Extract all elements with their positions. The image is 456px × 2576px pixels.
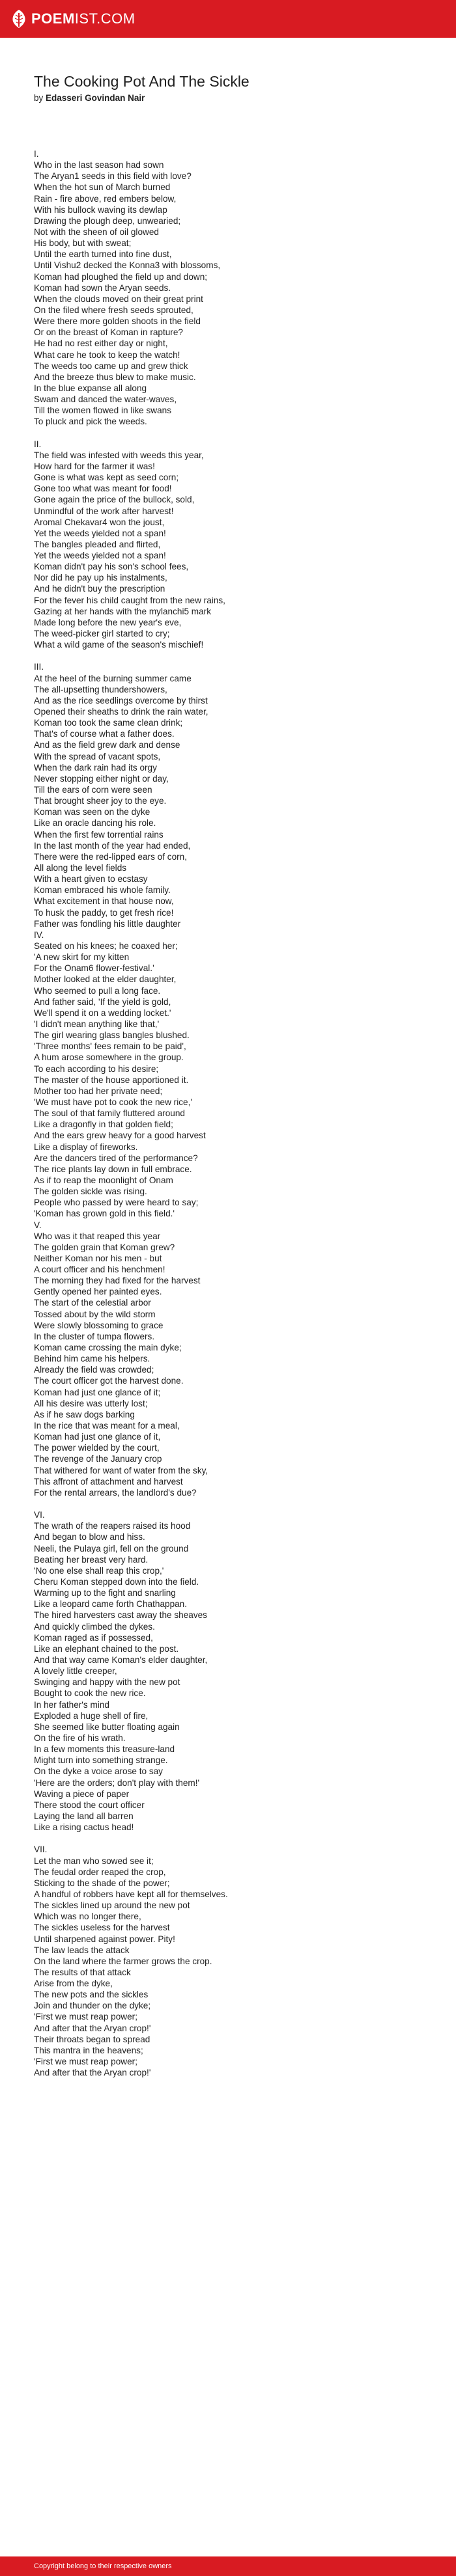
logo-rest: IST.COM [74, 10, 135, 27]
poem-line: To each according to his desire; [34, 1063, 159, 1074]
poem-line: VII. [34, 1844, 48, 1855]
poem-line: Tossed about by the wild storm [34, 1309, 156, 1319]
poem-line: Neeli, the Pulaya girl, fell on the ground [34, 1543, 189, 1554]
poem-line: Behind him came his helpers. [34, 1354, 150, 1364]
poem-line: Bought to cook the new rice. [34, 1688, 146, 1699]
poem-line: Koman didn't pay his son's school fees, [34, 562, 189, 572]
poem-line: Not with the sheen of oil glowed [34, 226, 159, 237]
poem-line: Were slowly blossoming to grace [34, 1320, 164, 1330]
poem-line: Koman embraced his whole family. [34, 885, 171, 896]
stanza-break [34, 428, 422, 439]
poem-line: On the filed where fresh seeds sprouted, [34, 305, 193, 315]
poem-line: Father was fondling his little daughter [34, 918, 181, 929]
poem-line: Like a dragonfly in that golden field; [34, 1119, 173, 1130]
logo-wordmark [31, 12, 135, 26]
poem-line: I. [34, 149, 39, 159]
poem-line: What care he took to keep the watch! [34, 349, 180, 360]
poem-line: Neither Koman nor his men - but [34, 1253, 162, 1263]
poem-line: 'First we must reap power; [34, 2012, 137, 2022]
poem-line: Never stopping either night or day, [34, 773, 169, 784]
poem-line: Gazing at her hands with the mylanchi5 mark [34, 606, 212, 616]
poem-line: And quickly climbed the dykes. [34, 1621, 155, 1632]
poem-line: Nor did he pay up his instalments, [34, 573, 167, 583]
poem-line: The weeds too came up and grew thick [34, 361, 188, 371]
poem-line: People who passed by were heard to say; [34, 1198, 199, 1208]
poem-line: Sticking to the shade of the power; [34, 1878, 170, 1888]
poem-line: 'First we must reap power; [34, 2057, 137, 2067]
poem-line: Aromal Chekavar4 won the joust, [34, 517, 165, 527]
poem-line: To pluck and pick the weeds. [34, 417, 147, 427]
poem-line: Gone too what was meant for food! [34, 484, 172, 494]
poem-line: 'Koman has grown gold in this field.' [34, 1209, 175, 1219]
poem-line: She seemed like butter floating again [34, 1721, 180, 1732]
poem-line: Exploded a huge shell of fire, [34, 1710, 149, 1721]
author-name[interactable]: Edasseri Govindan Nair [46, 93, 145, 103]
poem-line: As if to reap the moonlight of Onam [34, 1175, 173, 1185]
poem-line: All his desire was utterly lost; [34, 1398, 148, 1408]
poem-line: Might turn into something strange. [34, 1755, 168, 1766]
poem-line: Join and thunder on the dyke; [34, 2001, 151, 2011]
poem-line: Yet the weeds yielded not a span! [34, 551, 166, 561]
poem-body [34, 148, 422, 2078]
poem-line: Opened their sheaths to drink the rain water, [34, 707, 208, 717]
poem-line: Beating her breast very hard. [34, 1554, 149, 1565]
poem-line: Koman had sown the Aryan seeds. [34, 282, 171, 293]
poem-line: Unmindful of the work after harvest! [34, 506, 174, 516]
poem-line: There were the red-lipped ears of corn, [34, 851, 187, 862]
poem-line: There stood the court officer [34, 1800, 145, 1810]
poem-line: Koman had ploughed the field up and down; [34, 271, 208, 282]
poem-line: For the fever his child caught from the new rains, [34, 595, 225, 605]
poem-line: In the last month of the year had ended, [34, 840, 191, 851]
poem-line: The law leads the attack [34, 1945, 130, 1955]
poem-line: To husk the paddy, to get fresh rice! [34, 907, 174, 918]
poem-line: And began to blow and hiss. [34, 1532, 145, 1542]
poem-line: Swam and danced the water-waves, [34, 394, 177, 405]
poem-line: The wrath of the reapers raised its hood [34, 1521, 191, 1531]
poem-line: Gone again the price of the bullock, sold, [34, 495, 195, 505]
poem-line: Koman raged as if possessed, [34, 1632, 153, 1643]
poem-line: With his bullock waving its dewlap [34, 204, 167, 215]
poem-line: The start of the celestial arbor [34, 1298, 151, 1308]
poem-line: The rice plants lay down in full embrace. [34, 1164, 192, 1174]
poem-line: And that way came Koman's elder daughter, [34, 1654, 208, 1665]
poem-byline [34, 93, 422, 103]
poem-line: The Aryan1 seeds in this field with love? [34, 171, 192, 182]
poem-line: Like a display of fireworks. [34, 1142, 138, 1152]
poem-line: 'I didn't mean anything like that,' [34, 1019, 160, 1029]
poem-line: In her father's mind [34, 1699, 109, 1710]
poem-line: The hired harvesters cast away the sheaves [34, 1610, 207, 1621]
poem-line: For the rental arrears, the landlord's due? [34, 1487, 197, 1498]
poem-line: Gently opened her painted eyes. [34, 1287, 162, 1297]
poem-line: Warming up to the fight and snarling [34, 1588, 176, 1598]
poem-line: The master of the house apportioned it. [34, 1075, 189, 1085]
poem-line: The morning they had fixed for the harvest [34, 1276, 201, 1286]
site-footer [0, 2556, 456, 2576]
poem-line: VI. [34, 1510, 45, 1520]
poem-line: A lovely little creeper, [34, 1666, 117, 1677]
poem-line: For the Onam6 flower-festival.' [34, 963, 154, 974]
poem-line: 'No one else shall reap this crop,' [34, 1565, 164, 1576]
poem-line: 'We must have pot to cook the new rice,' [34, 1097, 192, 1107]
poem-line: All along the level fields [34, 863, 127, 873]
poem-line: When the hot sun of March burned [34, 182, 171, 193]
poem-line: What a wild game of the season's mischief! [34, 640, 204, 650]
poem-line: Until Vishu2 decked the Konna3 with blossoms, [34, 260, 221, 271]
poem-line: Koman too took the same clean drink; [34, 718, 183, 728]
poem-line: Their throats began to spread [34, 2034, 150, 2044]
poem-line: 'A new skirt for my kitten [34, 952, 130, 963]
poem-line: What excitement in that house now, [34, 896, 174, 907]
poem-line: And after that the Aryan crop!' [34, 2023, 151, 2033]
poem-line: Made long before the new year's eve, [34, 617, 182, 627]
stanza-break [34, 650, 422, 661]
poem-line: With a heart given to ecstasy [34, 874, 148, 884]
poem-line: When the first few torrential rains [34, 829, 164, 840]
poem-line: And after that the Aryan crop!' [34, 2068, 151, 2078]
copyright-text: Copyright belong to their respective owners [34, 2562, 172, 2570]
poem-line: A handful of robbers have kept all for themselves. [34, 1889, 228, 1899]
poem-line: On the land where the farmer grows the crop. [34, 1956, 212, 1966]
poem-line: The results of that attack [34, 1967, 131, 1977]
poem-line: The weed-picker girl started to cry; [34, 629, 170, 639]
poem-line: 'Here are the orders; don't play with them!' [34, 1777, 200, 1788]
poem-line: And father said, 'If the yield is gold, [34, 996, 171, 1007]
poem-line: Seated on his knees; he coaxed her; [34, 940, 178, 951]
poem-line: Cheru Koman stepped down into the field. [34, 1577, 199, 1587]
poem-line: Or on the breast of Koman in rapture? [34, 327, 183, 338]
poem-line: And he didn't buy the prescription [34, 584, 165, 594]
poem-line: Gone is what was kept as seed corn; [34, 473, 179, 483]
poem-line: At the heel of the burning summer came [34, 673, 192, 683]
poem-line: Like an oracle dancing his role. [34, 818, 156, 829]
poem-line: Like an elephant chained to the post. [34, 1643, 179, 1654]
poem-line: The girl wearing glass bangles blushed. [34, 1030, 190, 1041]
poem-line: That withered for want of water from the sky, [34, 1465, 208, 1475]
poem-line: In the blue expanse all along [34, 383, 147, 393]
poem-line: The feudal order reaped the crop, [34, 1867, 166, 1877]
poem-line: Mother looked at the elder daughter, [34, 974, 177, 985]
poem-line: Till the women flowed in like swans [34, 405, 172, 416]
poem-line: On the fire of his wrath. [34, 1733, 126, 1743]
poem-line: Are the dancers tired of the performance? [34, 1153, 198, 1163]
poem-line: Mother too had her private need; [34, 1086, 163, 1096]
poem-line: Who seemed to pull a long face. [34, 985, 161, 996]
poem-line: Like a leopard came forth Chathappan. [34, 1599, 188, 1610]
poem-line: He had no rest either day or night, [34, 338, 168, 349]
stanza-break [34, 1498, 422, 1509]
poem-line: Laying the land all barren [34, 1811, 134, 1821]
poem-line: Rain - fire above, red embers below, [34, 193, 177, 204]
poem-line: And the breeze thus blew to make music. [34, 372, 196, 382]
poem-line: Drawing the plough deep, unwearied; [34, 215, 181, 226]
stanza-break [34, 1833, 422, 1844]
poem-line: Till the ears of corn were seen [34, 785, 152, 795]
poem-line: On the dyke a voice arose to say [34, 1766, 163, 1777]
logo-bold: POEM [31, 10, 75, 27]
poem-line: Let the man who sowed see it; [34, 1856, 154, 1866]
poem-line: 'Three months' fees remain to be paid', [34, 1041, 186, 1052]
poem-line: III. [34, 662, 44, 672]
poem-line: Koman came crossing the main dyke; [34, 1343, 182, 1353]
poem-line: Which was no longer there, [34, 1911, 141, 1922]
poem-line: Swinging and happy with the new pot [34, 1677, 180, 1688]
poem-line: Already the field was crowded; [34, 1365, 154, 1375]
poem-line: The sickles lined up around the new pot [34, 1900, 190, 1911]
poem-line: In the cluster of tumpa flowers. [34, 1331, 155, 1341]
poem-line: Koman had just one glance of it; [34, 1387, 161, 1397]
poem-line: Like a rising cactus head! [34, 1822, 134, 1833]
poem-line: That's of course what a father does. [34, 729, 175, 739]
by-label: by [34, 93, 44, 103]
poem-content [0, 73, 456, 2078]
poem-line: In a few moments this treasure-land [34, 1744, 175, 1755]
poem-line: IV. [34, 929, 44, 940]
poem-title: The Cooking Pot And The Sickle [34, 73, 249, 90]
poem-line: Koman was seen on the dyke [34, 807, 150, 817]
poem-line: Waving a piece of paper [34, 1788, 130, 1799]
poem-line: The golden sickle was rising. [34, 1186, 147, 1197]
poem-line: Yet the weeds yielded not a span! [34, 528, 166, 538]
poem-line: A hum arose somewhere in the group. [34, 1052, 184, 1063]
poem-line: Koman had just one glance of it, [34, 1432, 161, 1442]
poem-line: The bangles pleaded and flirted, [34, 539, 161, 549]
poem-line: The sickles useless for the harvest [34, 1923, 170, 1933]
poem-line: The new pots and the sickles [34, 1990, 149, 2000]
quill-icon [10, 9, 27, 29]
poem-line: With the spread of vacant spots, [34, 751, 161, 761]
poem-line: When the dark rain had its orgy [34, 762, 157, 773]
poem-line: And as the field grew dark and dense [34, 740, 180, 750]
poem-line: Until sharpened against power. Pity! [34, 1934, 175, 1944]
poem-line: And the ears grew heavy for a good harvest [34, 1130, 206, 1141]
poem-line: The revenge of the January crop [34, 1454, 162, 1464]
poem-line: Arise from the dyke, [34, 1979, 113, 1989]
poem-line: This mantra in the heavens; [34, 2045, 143, 2055]
poem-line: The soul of that family fluttered around [34, 1108, 185, 1119]
poem-line: The golden grain that Koman grew? [34, 1242, 175, 1252]
poem-line: Were there more golden shoots in the field [34, 316, 201, 327]
site-logo[interactable] [10, 9, 135, 29]
poem-line: The court officer got the harvest done. [34, 1376, 184, 1386]
poem-line: This affront of attachment and harvest [34, 1476, 183, 1487]
poem-line: As if he saw dogs barking [34, 1409, 135, 1419]
poem-line: His body, but with sweat; [34, 238, 132, 249]
poem-line: Who was it that reaped this year [34, 1231, 161, 1241]
poem-line: In the rice that was meant for a meal, [34, 1421, 180, 1431]
poem-line: V. [34, 1220, 42, 1230]
poem-line: Until the earth turned into fine dust, [34, 249, 172, 260]
poem-line: Who in the last season had sown [34, 160, 164, 171]
poem-line: The field was infested with weeds this year, [34, 450, 204, 460]
poem-line: That brought sheer joy to the eye. [34, 796, 167, 806]
site-header [0, 0, 456, 38]
poem-line: We'll spend it on a wedding locket.' [34, 1007, 171, 1018]
poem-line: When the clouds moved on their great print [34, 294, 203, 304]
poem-line: A court officer and his henchmen! [34, 1265, 165, 1275]
poem-line: The all-upsetting thundershowers, [34, 684, 167, 694]
poem-line: And as the rice seedlings overcome by thirst [34, 695, 208, 706]
poem-line: How hard for the farmer it was! [34, 461, 155, 471]
poem-line: The power wielded by the court, [34, 1443, 160, 1453]
poem-line: II. [34, 439, 42, 449]
